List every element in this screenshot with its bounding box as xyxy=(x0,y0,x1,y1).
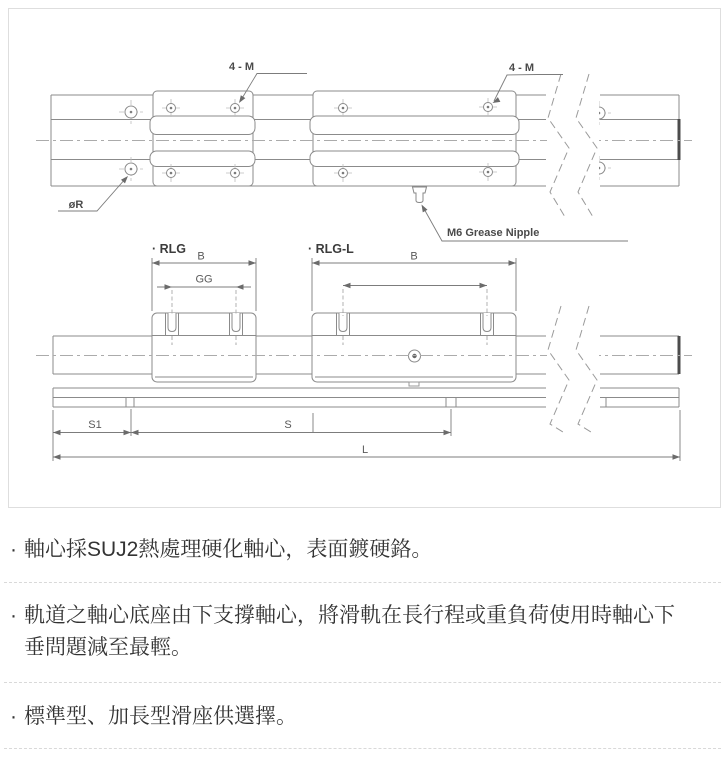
four-m-label-right: 4 - M xyxy=(508,62,534,74)
note-bullet: · xyxy=(10,538,17,561)
grease-nipple-label: M6 Grease Nipple xyxy=(447,227,540,239)
dim-s1: S1 xyxy=(88,419,102,431)
dim-l: L xyxy=(361,444,369,456)
dim-s: S xyxy=(284,419,292,431)
note-text: 標準型、加長型滑座供選擇。 xyxy=(24,705,297,728)
note-shaft-material xyxy=(10,534,676,566)
note-text: 軸心採SUJ2熱處理硬化軸心，表面鍍硬鉻。 xyxy=(24,538,433,561)
top-view xyxy=(36,61,692,241)
rail-hole-diameter-label: øR xyxy=(68,199,84,211)
dim-b-rlg: B xyxy=(197,250,205,263)
note-bullet: · xyxy=(10,604,17,627)
four-m-label-left: 4 - M xyxy=(228,61,254,73)
rlg-standard-label: · RLG xyxy=(152,242,187,256)
notes-separator-1 xyxy=(4,582,721,583)
rlg-long-label: · RLG-L xyxy=(308,242,354,256)
note-rail-support xyxy=(10,600,676,664)
dim-gg-rlg: GG xyxy=(195,273,213,286)
note-block-types xyxy=(10,701,676,733)
dim-b-rlg-l: B xyxy=(410,250,418,263)
note-bullet: · xyxy=(10,705,17,728)
notes-separator-2 xyxy=(4,682,721,683)
note-text: 軌道之軸心底座由下支撐軸心，將滑軌在長行程或重負荷使用時軸心下垂問題減至最輕。 xyxy=(24,604,675,659)
notes-separator-3 xyxy=(4,748,721,749)
side-view xyxy=(36,242,692,461)
